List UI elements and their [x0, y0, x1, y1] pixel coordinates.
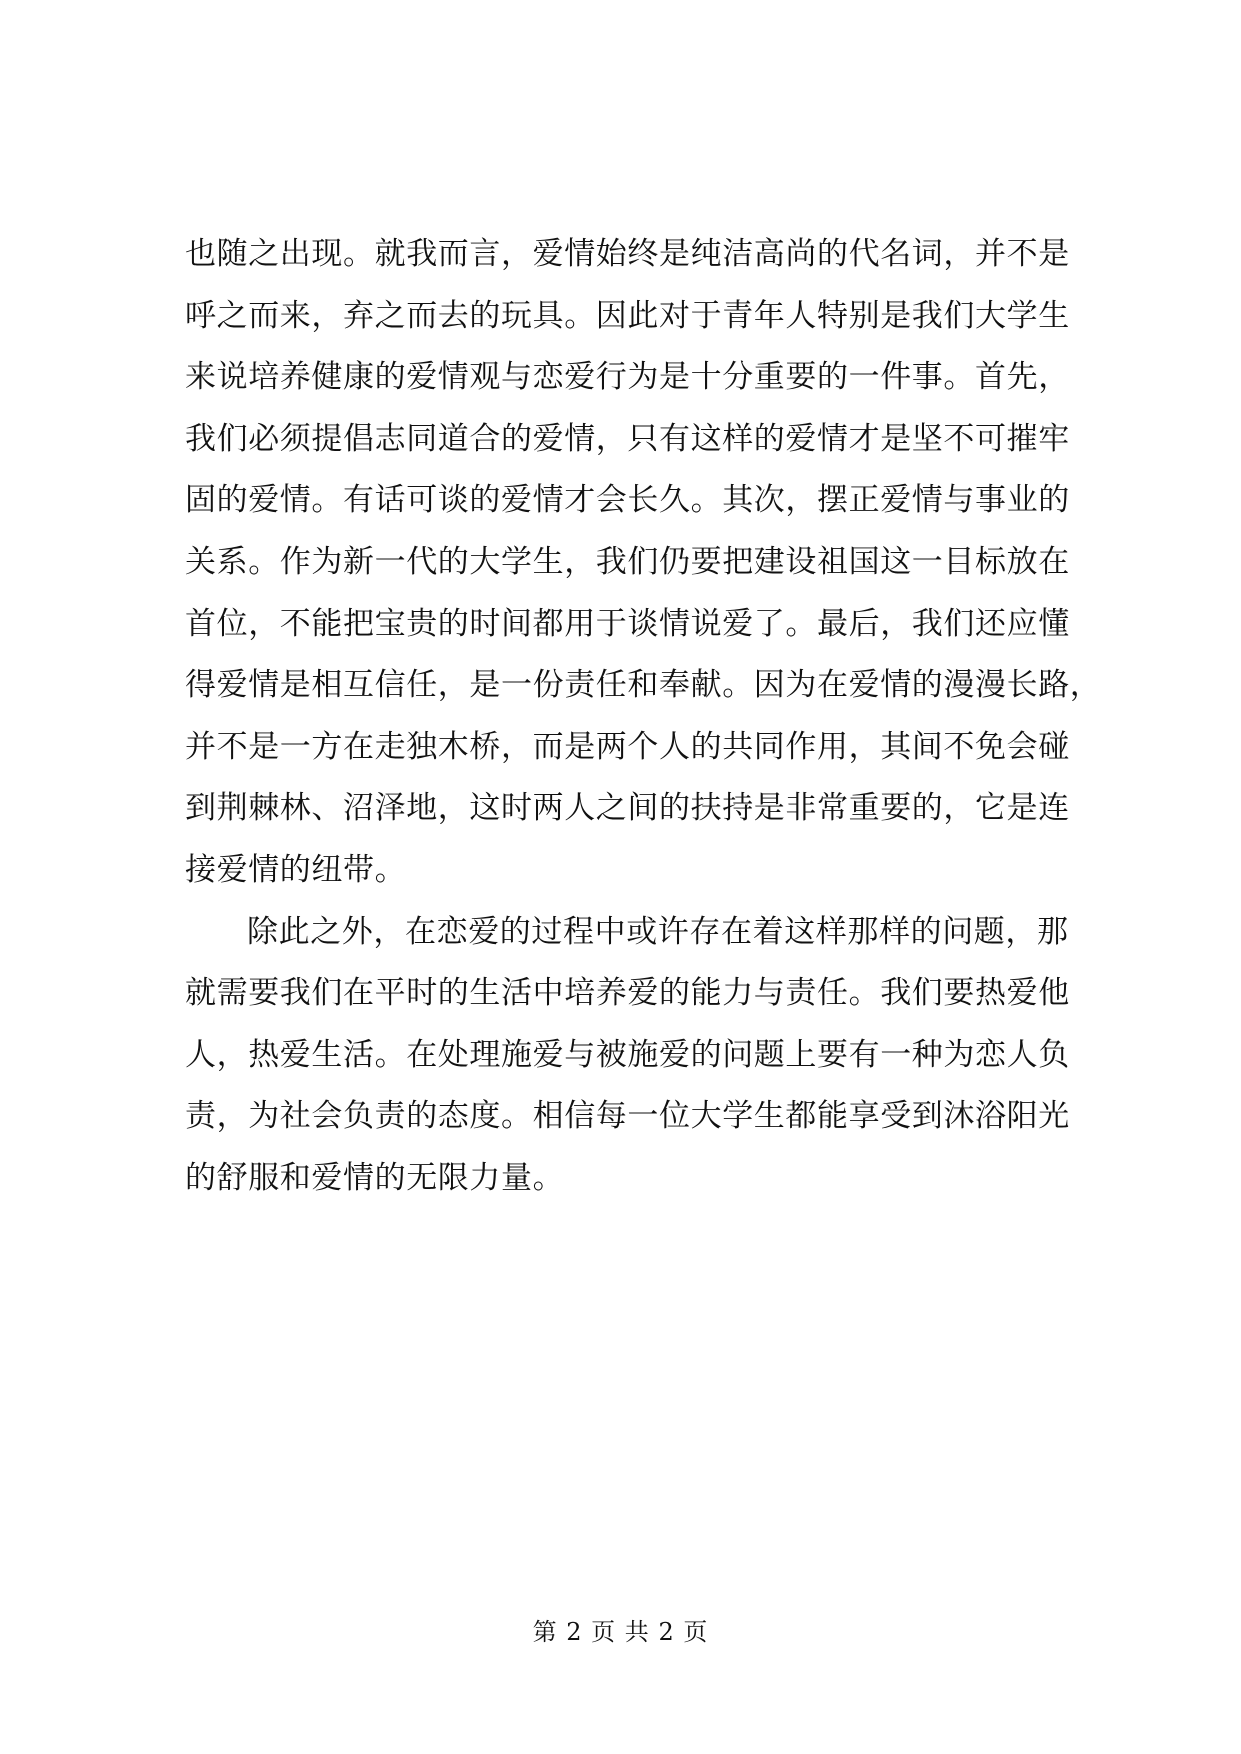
text-line: 就需要我们在平时的生活中培养爱的能力与责任。我们要热爱他 [185, 975, 1070, 1012]
text-line: 呼之而来，弃之而去的玩具。因此对于青年人特别是我们大学生 [185, 297, 1070, 334]
text-line: 首位，不能把宝贵的时间都用于谈情说爱了。最后，我们还应懂 [185, 605, 1070, 642]
page-footer [0, 1612, 1241, 1647]
text-line: 接爱情的纽带。 [185, 851, 407, 888]
text-line: 我们必须提倡志同道合的爱情，只有这样的爱情才是坚不可摧牢 [185, 420, 1070, 457]
text-line: 的舒服和爱情的无限力量。 [185, 1159, 565, 1196]
text-line: 除此之外，在恋爱的过程中或许存在着这样那样的问题，那 [247, 913, 1069, 950]
document-body [185, 224, 1102, 1210]
text-line: 关系。作为新一代的大学生，我们仍要把建设祖国这一目标放在 [185, 543, 1070, 580]
text-line: 来说培养健康的爱情观与恋爱行为是十分重要的一件事。首先， [185, 359, 1070, 396]
text-line: 责，为社会负责的态度。相信每一位大学生都能享受到沐浴阳光 [185, 1098, 1070, 1135]
text-line: 到荆棘林、沼泽地，这时两人之间的扶持是非常重要的，它是连 [185, 790, 1070, 827]
text-line: 也随之出现。就我而言，爱情始终是纯洁高尚的代名词，并不是 [185, 236, 1070, 272]
paragraph-1 [185, 224, 1102, 902]
text-line: 固的爱情。有话可谈的爱情才会长久。其次，摆正爱情与事业的 [185, 482, 1070, 519]
paragraph-2 [185, 902, 1085, 1210]
text-line: 人，热爱生活。在处理施爱与被施爱的问题上要有一种为恋人负 [185, 1036, 1070, 1073]
page-number: 第 2 页 共 2 页 [532, 1618, 709, 1646]
text-line: 得爱情是相互信任，是一份责任和奉献。因为在爱情的漫漫长路， [185, 667, 1102, 704]
text-line: 并不是一方在走独木桥，而是两个人的共同作用，其间不免会碰 [185, 728, 1070, 765]
